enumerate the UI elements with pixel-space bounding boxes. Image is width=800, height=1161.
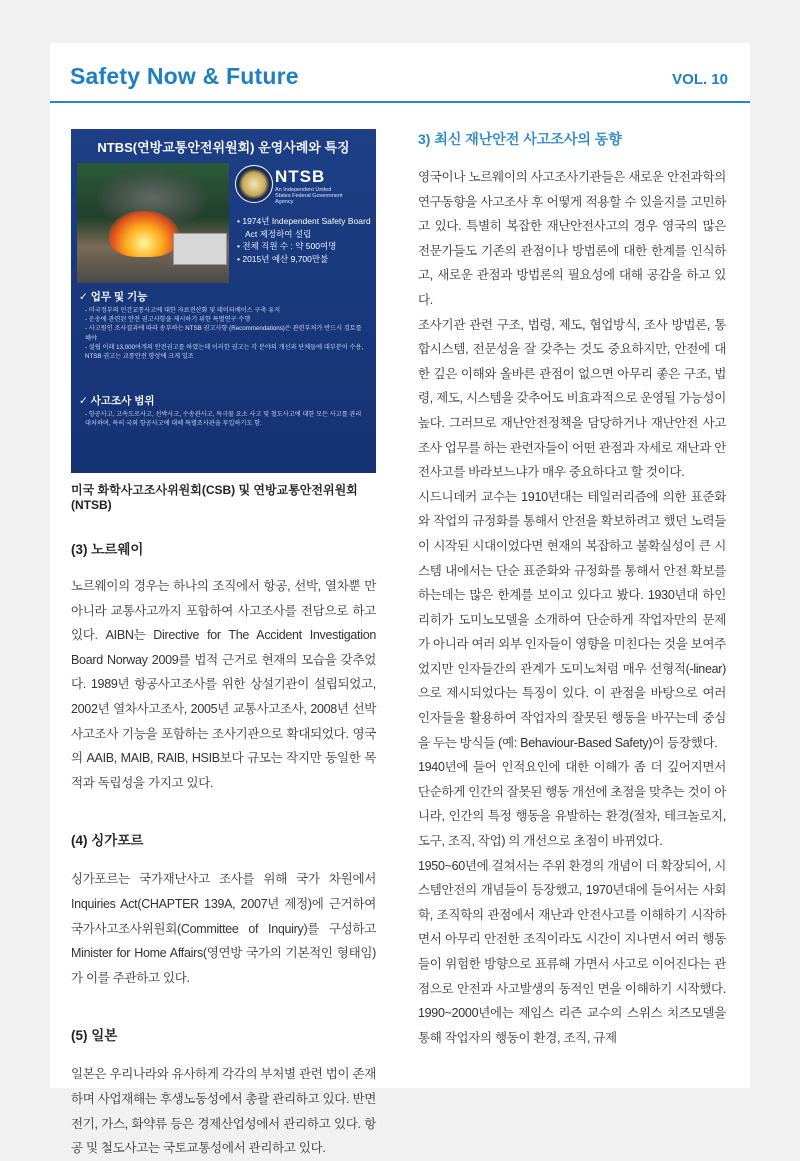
slide-section-title: ✓ 업무 및 기능 xyxy=(79,291,148,303)
section-title-trends: 3) 최신 재난안전 사고조사의 동향 xyxy=(418,131,622,147)
paragraph: 1950~60년에 걸쳐서는 주위 환경의 개념이 더 확장되어, 시스템안전의 개념들이 등장했고, 1970년대에 들어서는 사회학, 조직학의 관점에서 재난과 안전사고를 이해하기 시작하면서 아무리 안전한 조직이라도 시간이 지나면서 여러 행동들이 위험한 방향으로 표류해 가면서 사고로 이어진다는 관점으로 안전과 사고발생의 동적인 면을 이해하기 시작했다. 1990~2000년에는 제임스 리즌 교수의 스위스 치즈모델을 통해 작업자의 행동이 환경, 조직, 규제 xyxy=(418,858,726,1045)
figure-caption: 미국 화학사고조사위원회(CSB) 및 연방교통안전위원회(NTSB) xyxy=(71,483,358,512)
header xyxy=(50,43,750,103)
paragraph: 1940년에 들어 인적요인에 대한 이해가 좀 더 깊어지면서 단순하게 인간의 잘못된 행동 개선에 초점을 맞추는 것이 아니라, 인간의 특정 행동을 유발하는 환경(절차, 테크놀로지, 도구, 조직, 작업) 의 개선으로 초점이 바뀌었다. xyxy=(418,760,726,849)
section-title-norway: (3) 노르웨이 xyxy=(71,542,144,557)
ntsb-slide-image xyxy=(71,129,376,473)
right-column xyxy=(418,129,726,1050)
slide-fact: • 2015년 예산 9,700만불 xyxy=(237,253,329,264)
accident-photo xyxy=(77,163,229,283)
slide-facts xyxy=(237,215,372,265)
paragraph-singapore: 싱가포르는 국가재난사고 조사를 위해 국가 차원에서 Inquiries Act(CHAPTER 139A, 2007년 제정)에 근거하여 국가사고조사위원회(Committee of Inquiry)를 구성하고 Minister for Home Affairs(영연방 국가의 기본적인 형태임)가 이를 주관하고 있다. xyxy=(71,872,376,985)
slide-fact: • 1974년 Independent Safety Board Act 제정하여 설립 xyxy=(237,216,371,239)
slide-section-list xyxy=(85,306,367,361)
fire-shape xyxy=(109,211,179,257)
paragraph: 영국이나 노르웨이의 사고조사기관들은 새로운 안전과학의 연구동향을 사고조사 후 어떻게 적용할 수 있을지를 고민하고 있다. 특별히 복잡한 재난안전사고의 경우 영국의 많은 전문가들도 기존의 관점이나 방법론에 대한 한계를 인식하고, 새로운 관점과 방법론의 필요성에 대해 공감을 하고 있다. xyxy=(418,170,726,307)
section-title-singapore: (4) 싱가포르 xyxy=(71,833,144,849)
trailer-shape xyxy=(173,233,227,265)
slide-list-item: - 항공사고, 고속도로사고, 선박사고, 수송관사고, 독극물 요소 사고 및 철도사고에 대한 모든 사고를 관리 대처하며, 특히 국외 항공사고에 대해 특별조사관을 투입하기도 함. xyxy=(85,411,362,428)
slide-section-title: ✓ 사고조사 범위 xyxy=(79,395,155,407)
paragraph-japan: 일본은 우리나라와 유사하게 각각의 부처별 관련 법이 존재하며 사업재해는 후생노동성에서 총괄 관리하고 있다. 반면 전기, 가스, 화약류 등은 경제산업성에서 관리하고 있다. 항공 및 철도사고는 국토교통성에서 관리하고 있다. xyxy=(71,1067,376,1156)
paragraph: 조사기관 관련 구조, 법령, 제도, 협업방식, 조사 방법론, 통합시스템, 전문성을 잘 갖추는 것도 중요하지만, 안전에 대한 깊은 이해와 올바른 관점이 없으면 아무리 좋은 구조, 법령, 제도, 시스템을 갖추어도 비효과적으로 운영될 가능성이 높다. 그러므로 재난안전정책을 담당하거나 재난안전 사고조사 업무를 하는 관련자들이 어떤 관점과 자세로 재난과 안전사고를 바라보느냐가 매우 중요하다고 할 것이다. xyxy=(418,317,726,480)
ntsb-seal-icon xyxy=(235,165,273,203)
slide-section-list xyxy=(85,410,367,428)
volume-label: VOL. 10 xyxy=(672,71,728,88)
slide-fact: • 전체 직원 수 : 약 500여명 xyxy=(237,241,337,251)
slide-title: NTBS(연방교통안전위원회) 운영사례와 특징 xyxy=(97,140,350,155)
slide-list-item: - 운송에 관련된 안전 권고사항을 제시하기 위한 특별연구 수행 xyxy=(85,316,251,324)
brand-title: Safety Now & Future xyxy=(70,63,299,89)
paragraph-norway: 노르웨이의 경우는 하나의 조직에서 항공, 선박, 열차뿐 만 아니라 교통사고까지 포함하여 사고조사를 전담으로 하고 있다. AIBN는 Directive for The Accident Investigation Board Norway 2009를 법적 근거로 현재의 모습을 갖추었다. 1989년 항공사고조사를 위한 상설기관이 설립되었고, 2002년 열차사고조사, 2005년 교통사고조사, 2008년 선박사고조사 기능을 포함하는 조사기관으로 확대되었다. 영국의 AAIB, MAIB, RAIB, HSIB보다 규모는 작지만 동일한 목적과 독립성을 가지고 있다. xyxy=(71,579,376,790)
paragraph: 시드니데커 교수는 1910년대는 테일러리즘에 의한 표준화와 작업의 규정화를 통해서 안전을 확보하려고 했던 노력들이 시작된 시대이었다면 현재의 복잡하고 불확실성이 큰 시스템 내에서는 단순 표준화와 규정화를 통해서 안전 확보를 하는데는 많은 한계를 보이고 있다고 봤다. 1930년대 하인리히가 도미노모델을 소개하여 단순하게 작업자만의 문제가 아니라 여러 외부 인자들이 영향을 미친다는 것을 보여주었지만 인자들간의 관계가 도미노처럼 매우 선형적(-linear)으로 제시되었다는 특징이 있다. 이 관점을 바탕으로 여러 인자들을 활용하여 작업자의 잘못된 행동을 바꾸는데 중심을 두는 방식들 (예: Behaviour-Based Safety)이 등장했다. xyxy=(418,489,726,750)
left-column xyxy=(71,129,376,1161)
slide-list-item: - 설립 이래 13,000여개의 안전권고를 하였는데 이러한 권고는 각 분야의 개선과 단체들에 대부분이 수용, NTSB 권고는 교통안전 향상에 크게 일조 xyxy=(85,343,364,361)
slide-list-item: - 사고원인 조사결과에 따라 송부하는 NTSB 권고사항 (Recommendations)은 관련부처가 반드시 검토를 해야 xyxy=(85,325,362,342)
section-title-japan: (5) 일본 xyxy=(71,1028,118,1044)
slide-list-item: - 미국정부의 민간교통사고에 대한 자료전산화 및 데이터베이스 구축 유지 xyxy=(85,307,281,314)
ntsb-logo-subtitle: An Independent United States Federal Government Agency xyxy=(275,187,343,205)
page xyxy=(50,43,750,1156)
ntsb-logo-text: NTSB xyxy=(275,167,326,186)
